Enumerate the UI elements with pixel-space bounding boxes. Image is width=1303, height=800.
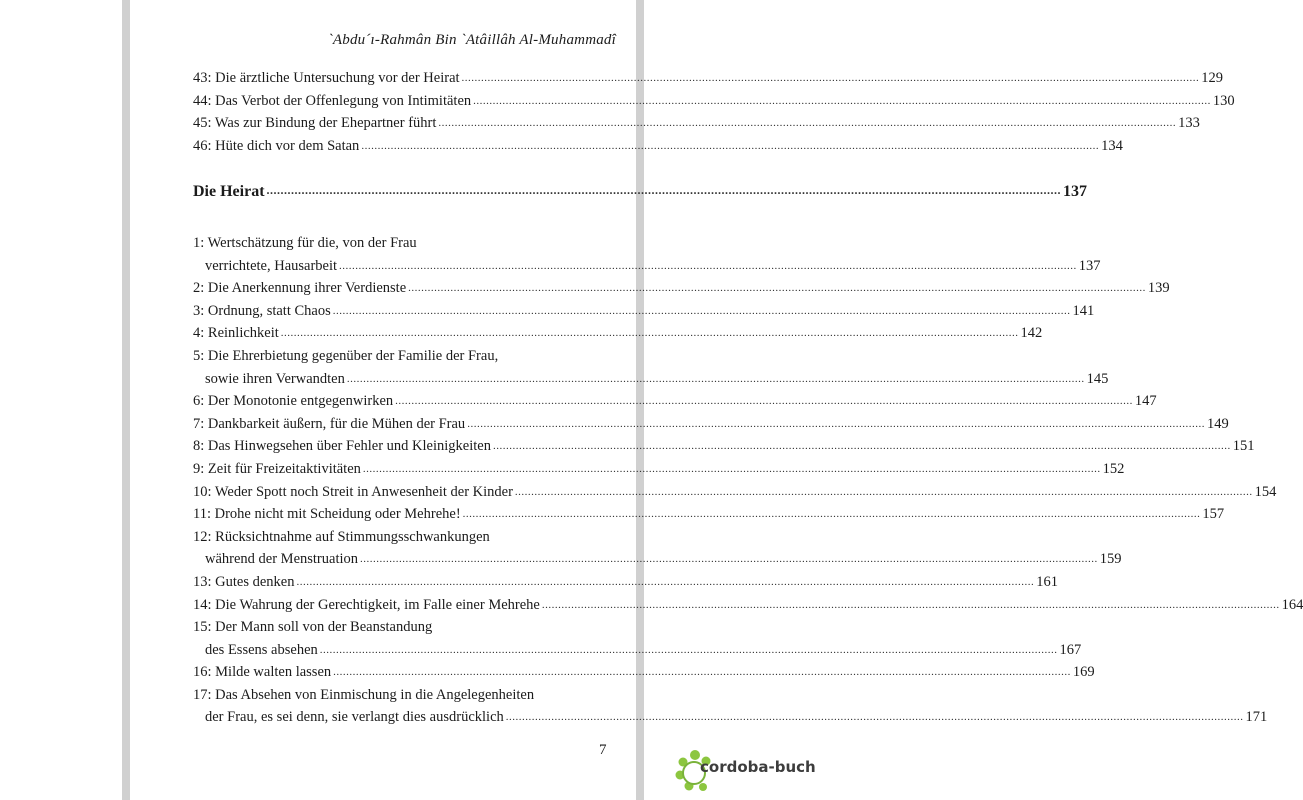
toc-entry-title: 46: Hüte dich vor dem Satan xyxy=(193,137,360,154)
toc-entry-title: 9: Zeit für Freizeitaktivitäten xyxy=(193,460,361,477)
toc-entry-page: 137 xyxy=(1078,257,1101,274)
toc-entry xyxy=(193,458,1125,481)
toc-entry-title: 8: Das Hinwegsehen über Fehler und Kleinigkeiten xyxy=(193,438,491,455)
toc-entry xyxy=(193,526,1122,571)
dot-leader xyxy=(333,661,1071,684)
dot-leader xyxy=(361,135,1099,158)
dot-leader xyxy=(347,368,1085,391)
toc-entry-title: verrichtete, Hausarbeit xyxy=(205,257,338,274)
section-heading xyxy=(193,180,1088,204)
toc-entry xyxy=(193,435,1255,458)
toc-entry xyxy=(193,571,1058,594)
toc-entry-title: 2: Die Anerkennung ihrer Verdienste xyxy=(193,280,407,297)
toc-entry-title: 13: Gutes denken xyxy=(193,573,295,590)
watermark-text: cordoba-buch xyxy=(700,758,816,776)
toc-entry-page: 157 xyxy=(1202,506,1225,523)
toc-entry-title: 11: Drohe nicht mit Scheidung oder Mehrehe! xyxy=(193,506,461,523)
toc-entry xyxy=(193,481,1277,504)
toc-entry-page: 145 xyxy=(1086,370,1109,387)
page-number: 7 xyxy=(599,742,607,758)
toc-entry-page: 141 xyxy=(1072,302,1095,319)
toc-entry-title: 44: Das Verbot der Offenlegung von Intimitäten xyxy=(193,92,472,109)
toc-entry xyxy=(193,503,1225,526)
running-head: `Abdu´ı-Rahmân Bin `Atâillâh Al-Muhammadî xyxy=(327,32,616,48)
toc-entry-title: der Frau, es sei denn, sie verlangt dies ausdrücklich xyxy=(205,709,504,726)
dot-leader xyxy=(462,67,1200,90)
toc-entry-page: 169 xyxy=(1072,664,1095,681)
toc-entry-title: 14: Die Wahrung der Gerechtigkeit, im Falle einer Mehrehe xyxy=(193,596,540,613)
toc-entry-page: 154 xyxy=(1254,483,1277,500)
toc-entry-title-line: 5: Die Ehrerbietung gegenüber der Familie der Frau, xyxy=(193,347,499,364)
toc-entry-page: 167 xyxy=(1059,641,1082,658)
toc-entry xyxy=(193,67,1224,90)
toc-entry-title: 43: Die ärztliche Untersuchung vor der Heirat xyxy=(193,70,460,86)
section-page: 137 xyxy=(1063,183,1088,200)
toc-entry xyxy=(193,345,1109,390)
toc-entry-title: 6: Der Monotonie entgegenwirken xyxy=(193,393,394,410)
toc-entry-page: 171 xyxy=(1245,709,1268,726)
toc-entry-title-line: 17: Das Absehen von Einmischung in die Angelegenheiten xyxy=(193,686,535,703)
toc-entry-page: 164 xyxy=(1281,596,1303,613)
toc-entry-title: 3: Ordnung, statt Chaos xyxy=(193,302,331,319)
toc-entry xyxy=(193,594,1303,617)
toc-entry xyxy=(193,90,1235,113)
toc-entry-title: während der Menstruation xyxy=(205,551,359,568)
toc-entry-page: 159 xyxy=(1099,551,1122,568)
toc-entry-title: 16: Milde walten lassen xyxy=(193,664,332,681)
toc-entry-title: 4: Reinlichkeit xyxy=(193,325,279,342)
toc-entry-title: sowie ihren Verwandten xyxy=(205,370,345,387)
dot-leader xyxy=(296,571,1034,594)
toc-entry xyxy=(193,112,1200,135)
toc-entry-page: 152 xyxy=(1102,460,1125,477)
toc-entry-page: 151 xyxy=(1232,438,1255,455)
dot-leader xyxy=(363,458,1101,481)
toc-entry-title-line: 1: Wertschätzung für die, von der Frau xyxy=(193,235,417,251)
toc-entry-page: 139 xyxy=(1147,280,1170,297)
dot-leader xyxy=(493,435,1231,458)
toc-list xyxy=(193,232,1303,729)
toc-entry xyxy=(193,322,1043,345)
toc-entry-title: 10: Weder Spott noch Streit in Anwesenheit der Kinder xyxy=(193,483,513,500)
toc-entry-page: 147 xyxy=(1134,393,1157,410)
dot-leader xyxy=(395,390,1133,413)
toc-entry-title: 7: Dankbarkeit äußern, für die Mühen der Frau xyxy=(193,415,466,432)
toc-entry xyxy=(193,300,1095,323)
dot-leader xyxy=(320,639,1058,662)
dot-leader xyxy=(333,300,1071,323)
dot-leader xyxy=(542,594,1280,617)
dot-leader xyxy=(515,481,1253,504)
dot-leader xyxy=(408,277,1146,300)
toc-entry-title-line: 15: Der Mann soll von der Beanstandung xyxy=(193,619,433,636)
toc-entry-page: 133 xyxy=(1178,115,1200,132)
toc-entry-page: 142 xyxy=(1020,325,1043,342)
toc-list-top xyxy=(193,67,1235,157)
toc-entry xyxy=(193,684,1268,729)
toc-entry-title: 45: Was zur Bindung der Ehepartner führt xyxy=(193,115,437,132)
toc-entry-page: 161 xyxy=(1036,573,1058,590)
toc-entry xyxy=(193,616,1082,661)
dot-leader xyxy=(463,503,1201,526)
section-title: Die Heirat xyxy=(193,183,265,200)
dot-leader xyxy=(339,255,1077,278)
dot-leader xyxy=(267,178,1062,202)
dot-leader xyxy=(467,413,1205,436)
dot-leader xyxy=(473,90,1211,113)
toc-entry xyxy=(193,135,1123,158)
dot-leader xyxy=(506,706,1244,729)
toc-entry xyxy=(193,277,1170,300)
toc-entry-page: 130 xyxy=(1212,92,1235,109)
toc-entry-page: 134 xyxy=(1101,137,1123,154)
toc-entry xyxy=(193,390,1157,413)
toc-entry-title-line: 12: Rücksichtnahme auf Stimmungsschwankungen xyxy=(193,528,490,545)
toc-entry xyxy=(193,661,1095,684)
toc-entry-page: 129 xyxy=(1201,70,1224,86)
dot-leader xyxy=(281,322,1019,345)
toc-entry-title: des Essens absehen xyxy=(205,641,318,658)
toc-entry xyxy=(193,413,1229,436)
dot-leader xyxy=(360,548,1098,571)
dot-leader xyxy=(438,112,1176,135)
toc-entry xyxy=(193,232,1101,277)
toc-entry-page: 149 xyxy=(1206,415,1229,432)
